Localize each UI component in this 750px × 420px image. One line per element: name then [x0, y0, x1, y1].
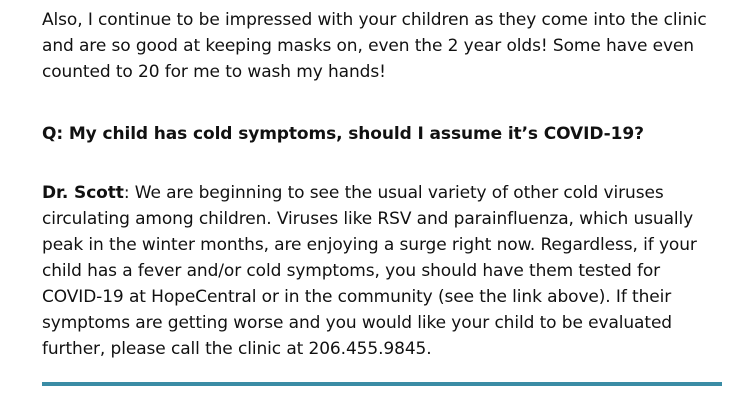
section-divider [42, 382, 722, 386]
answer-paragraph [42, 180, 724, 362]
question-heading: Q: My child has cold symptoms, should I assume it’s COVID-19? [42, 124, 644, 144]
article-body [42, 7, 724, 362]
answer-text: : We are beginning to see the usual variety of other cold viruses circulating among children. Viruses like RSV and parainfluenza, which usually peak in the winter months, are enjoying a surge right now. Regardless, if your child has a fever and/or cold symptoms, you should have them tested for COVID-19 at HopeCentral or in the community (see the link above). If their symptoms are getting worse and you would like your child to be evaluated further, please call the clinic at 206.455.9845. [42, 183, 697, 359]
answer-speaker: Dr. Scott [42, 183, 124, 203]
intro-paragraph: Also, I continue to be impressed with your children as they come into the clinic and are so good at keeping masks on, even the 2 year olds! Some have even counted to 20 for me to wash my hands! [42, 10, 707, 82]
